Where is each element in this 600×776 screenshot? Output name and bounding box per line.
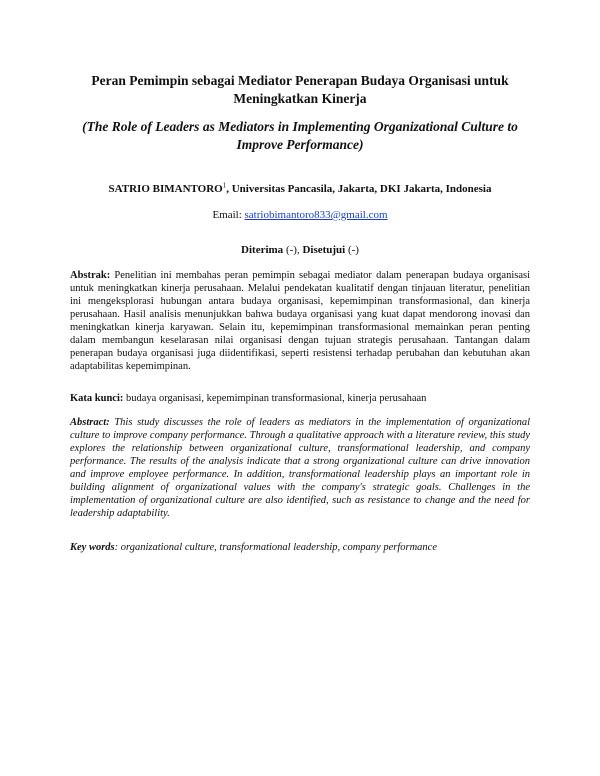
abstract-english-label: Abstract: [70, 417, 110, 428]
received-label: Diterima [241, 244, 284, 256]
keywords-indonesian-text: budaya organisasi, kepemimpinan transformasional, kinerja perusahaan [123, 393, 427, 404]
approved-value: (-) [345, 244, 359, 256]
approved-label: Disetujui [302, 244, 346, 256]
keywords-english-text: : organizational culture, transformational leadership, company performance [114, 542, 437, 553]
received-value: (-), [283, 244, 303, 256]
paper-title: Peran Pemimpin sebagai Mediator Penerapan Budaya Organisasi untuk Meningkatkan Kinerja [91, 73, 509, 106]
keywords-english-label: Key words [70, 542, 115, 553]
paper-subtitle-english: (The Role of Leaders as Mediators in Implementing Organizational Culture to Improve Performance) [82, 119, 518, 152]
email-line [70, 208, 530, 222]
email-label: Email: [212, 209, 245, 221]
author-superscript: 1 [222, 181, 227, 190]
author-name: SATRIO BIMANTORO [108, 183, 223, 195]
email-link[interactable]: satriobimantoro833@gmail.com [244, 209, 388, 221]
received-approved-line [70, 243, 530, 257]
author-affiliation: , Universitas Pancasila, Jakarta, DKI Jakarta, Indonesia [226, 183, 492, 195]
keywords-indonesian [70, 392, 530, 405]
abstract-indonesian [70, 269, 530, 373]
abstract-english-text: This study discusses the role of leaders as mediators in the implementation of organizational culture to improve company performance. Through a qualitative approach with a literature review, this study explores the relationship between organizational culture, transformational leadership, and company performance. The results of the analysis indicate that a strong organizational culture can drive innovation and improve employee performance. In addition, transformational leadership plays an important role in building alignment of organizational values with the company's strategic goals. Challenges in the implementation of organizational culture are also identified, such as resistance to change and the need for leadership adaptability. [70, 417, 530, 519]
abstract-english [70, 416, 530, 520]
keywords-english [70, 541, 530, 554]
author-line [70, 182, 530, 196]
abstract-indonesian-text: Penelitian ini membahas peran pemimpin sebagai mediator dalam penerapan budaya organisasi untuk meningkatkan kinerja perusahaan. Melalui pendekatan kualitatif dengan tinjauan literatur, penelitian ini mengeksplorasi hubungan antara budaya organisasi, kepemimpinan transformasional, dan kinerja perusahaan. Hasil analisis menunjukkan bahwa budaya organisasi yang kuat dapat mendorong inovasi dan meningkatkan kinerja karyawan. Selain itu, kepemimpinan transformasional memainkan peran penting dalam membangun keselarasan nilai organisasi dengan tujuan strategis perusahaan. Tantangan dalam penerapan budaya organisasi juga diidentifikasi, seperti resistensi terhadap perubahan dan kebutuhan akan adaptabilitas kepemimpinan. [70, 270, 530, 372]
abstract-indonesian-label: Abstrak: [70, 270, 111, 281]
keywords-indonesian-label: Kata kunci: [70, 393, 124, 404]
